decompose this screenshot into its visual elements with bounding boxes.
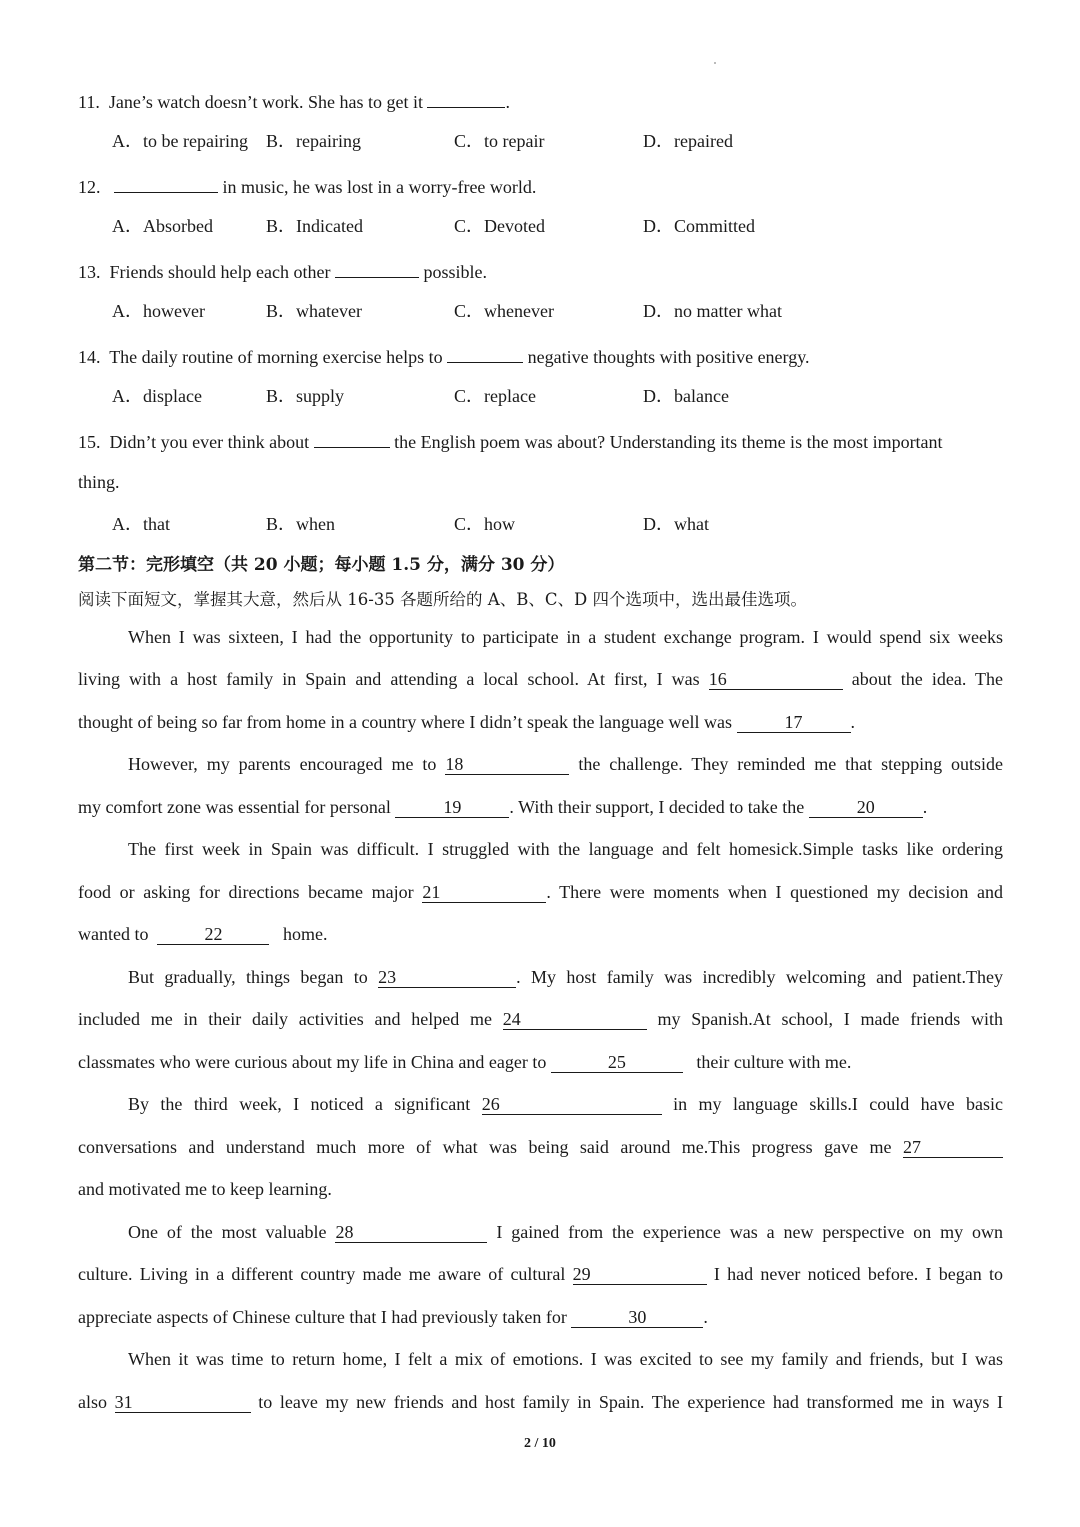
question-13: 13. Friends should help each other possible. bbox=[78, 257, 1003, 284]
question-11: 11. Jane’s watch doesn’t work. She has to get it . bbox=[78, 87, 1003, 114]
passage-line: also 31 to leave my new friends and host family in Spain. The experience had transformed me in ways I bbox=[78, 1392, 1004, 1412]
passage-line: One of the most valuable 28 I gained from the experience was a new perspective on my own bbox=[128, 1222, 1004, 1242]
blank-27: 27 bbox=[903, 1137, 1003, 1158]
passage-line: conversations and understand much more of what was being said around me.This progress gave me 27 bbox=[78, 1135, 1003, 1159]
option-c: C．replace bbox=[454, 386, 536, 406]
answer-blank bbox=[314, 427, 390, 448]
option-b: B．Indicated bbox=[266, 216, 363, 236]
passage-line: culture. Living in a different country made me aware of cultural 29 I had never noticed before. I began to bbox=[78, 1264, 1004, 1284]
blank-16: 16 bbox=[709, 669, 843, 690]
option-d: D．no matter what bbox=[643, 301, 782, 321]
options-13 bbox=[112, 299, 812, 323]
passage-line: living with a host family in Spain and attending a local school. At first, I was 16 about the idea. The bbox=[78, 669, 1004, 689]
option-d: D．what bbox=[643, 514, 709, 534]
options-12 bbox=[112, 214, 812, 238]
blank-28: 28 bbox=[335, 1222, 487, 1243]
passage-line: The first week in Spain was difficult. I struggled with the language and felt homesick.Simple tasks like ordering bbox=[128, 839, 1003, 859]
option-b: B．supply bbox=[266, 386, 345, 406]
option-b: B．whatever bbox=[266, 301, 362, 321]
blank-19: 19 bbox=[395, 797, 509, 818]
answer-blank bbox=[114, 172, 218, 193]
blank-17: 17 bbox=[737, 712, 851, 733]
option-a: A．displace bbox=[112, 386, 202, 406]
passage-line: But gradually, things began to 23 . My host family was incredibly welcoming and patient.They bbox=[128, 967, 1003, 987]
question-14: 14. The daily routine of morning exercise helps to negative thoughts with positive energy. bbox=[78, 342, 1003, 369]
blank-22: 22 bbox=[157, 924, 269, 945]
question-15-continued: thing. bbox=[78, 472, 120, 492]
passage-line: By the third week, I noticed a significant 26 in my language skills.I could have basic bbox=[128, 1094, 1004, 1114]
option-a: A．to be repairing bbox=[112, 131, 248, 151]
passage-line: However, my parents encouraged me to 18 the challenge. They reminded me that stepping outside bbox=[128, 754, 1004, 774]
passage-line: classmates who were curious about my life in China and eager to 25 their culture with me. bbox=[78, 1052, 852, 1072]
blank-29: 29 bbox=[573, 1264, 707, 1285]
passage-line: When it was time to return home, I felt a mix of emotions. I was excited to see my family and friends, but I was bbox=[128, 1349, 1003, 1369]
blank-18: 18 bbox=[445, 754, 569, 775]
option-a: A．that bbox=[112, 514, 170, 534]
option-c: C．to repair bbox=[454, 131, 545, 151]
option-c: C．how bbox=[454, 514, 516, 534]
option-d: D．repaired bbox=[643, 131, 733, 151]
option-d: D．Committed bbox=[643, 216, 755, 236]
answer-blank bbox=[447, 342, 523, 363]
passage-line: food or asking for directions became major 21 . There were moments when I questioned my decision and bbox=[78, 882, 1004, 902]
passage-line: thought of being so far from home in a country where I didn’t speak the language well was 17 . bbox=[78, 712, 855, 732]
options-11 bbox=[112, 129, 812, 153]
option-c: C．whenever bbox=[454, 301, 554, 321]
passage-line: my comfort zone was essential for personal 19 . With their support, I decided to take the 20 . bbox=[78, 797, 928, 817]
option-b: B．repairing bbox=[266, 131, 361, 151]
blank-24: 24 bbox=[503, 1009, 647, 1030]
page-number: 2 / 10 bbox=[524, 1436, 556, 1451]
passage-line: appreciate aspects of Chinese culture that I had previously taken for 30 . bbox=[78, 1307, 708, 1327]
options-14 bbox=[112, 384, 812, 408]
passage-line: When I was sixteen, I had the opportunity to participate in a student exchange program. I would spend six weeks bbox=[128, 627, 1003, 647]
section-heading: 第二节：完形填空（共 20 小题；每小题 1.5 分，满分 30 分） bbox=[78, 555, 565, 575]
section-instruction: 阅读下面短文，掌握其大意，然后从 16-35 各题所给的 A、B、C、D 四个选项中，选出最佳选项。 bbox=[78, 590, 807, 609]
blank-25: 25 bbox=[551, 1052, 683, 1073]
option-c: C．Devoted bbox=[454, 216, 545, 236]
answer-blank bbox=[427, 87, 505, 108]
blank-20: 20 bbox=[809, 797, 923, 818]
passage-line: and motivated me to keep learning. bbox=[78, 1179, 332, 1199]
blank-30: 30 bbox=[571, 1307, 703, 1328]
option-d: D．balance bbox=[643, 386, 729, 406]
passage-line: wanted to 22 home. bbox=[78, 924, 328, 944]
option-b: B．when bbox=[266, 514, 335, 534]
option-a: A．however bbox=[112, 301, 205, 321]
answer-blank bbox=[335, 257, 419, 278]
passage-line: included me in their daily activities and helped me 24 my Spanish.At school, I made friends with bbox=[78, 1009, 1004, 1029]
scan-speck bbox=[714, 62, 716, 64]
question-12: 12. in music, he was lost in a worry-free world. bbox=[78, 172, 1003, 199]
blank-26: 26 bbox=[482, 1094, 662, 1115]
blank-21: 21 bbox=[422, 882, 546, 903]
options-15 bbox=[112, 512, 812, 536]
blank-23: 23 bbox=[378, 967, 516, 988]
blank-31: 31 bbox=[115, 1392, 251, 1413]
question-15: 15. Didn’t you ever think about the English poem was about? Understanding its theme is the most important bbox=[78, 427, 1003, 454]
option-a: A．Absorbed bbox=[112, 216, 213, 236]
